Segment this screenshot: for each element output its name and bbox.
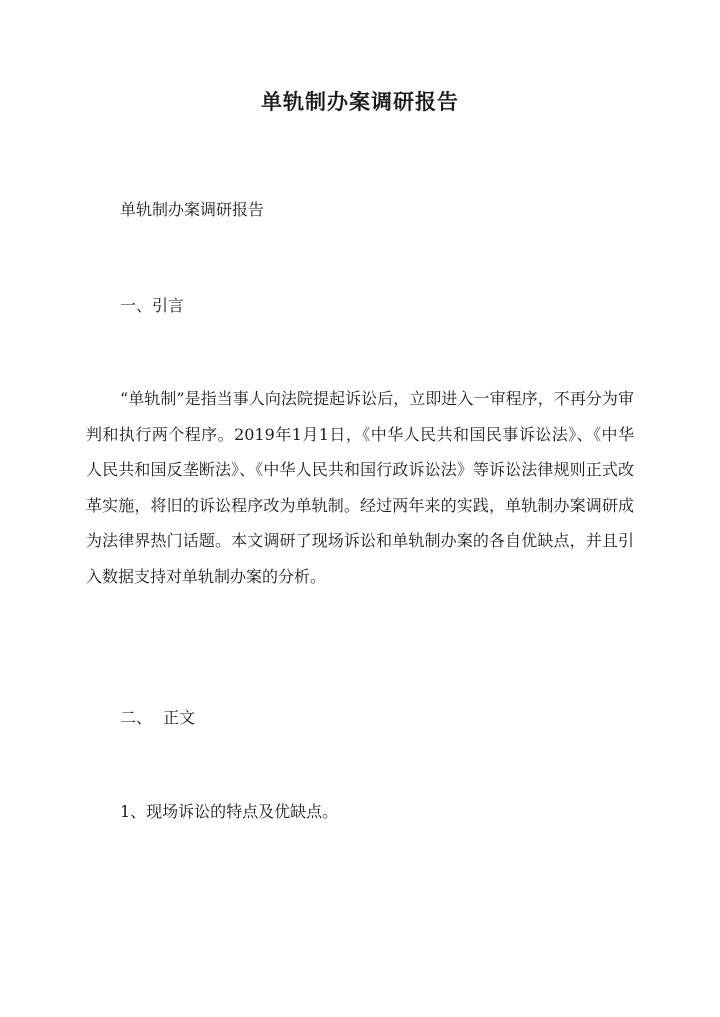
subsection-heading-onsite-litigation: 1、现场诉讼的特点及优缺点。 [120, 802, 339, 821]
document-subtitle: 单轨制办案调研报告 [120, 200, 265, 219]
section-heading-intro: 一、引言 [120, 296, 185, 315]
document-title: 单轨制办案调研报告 [261, 89, 459, 114]
section-heading-body: 二、 正文 [120, 708, 196, 727]
intro-paragraph: “单轨制”是指当事人向法院提起诉讼后，立即进入一审程序，不再分为审判和执行两个程序。2019年1月1日，《中华人民共和国民事诉讼法》、《中华人民共和国反垄断法》、《中华人民共和国行政诉讼法》等诉讼法律规则正式改革实施，将旧的诉讼程序改为单轨制。经过两年来的实践，单轨制办案调研成为法律界热门话题。本文调研了现场诉讼和单轨制办案的各自优缺点，并且引入数据支持对单轨制办案的分析。 [86, 389, 634, 586]
